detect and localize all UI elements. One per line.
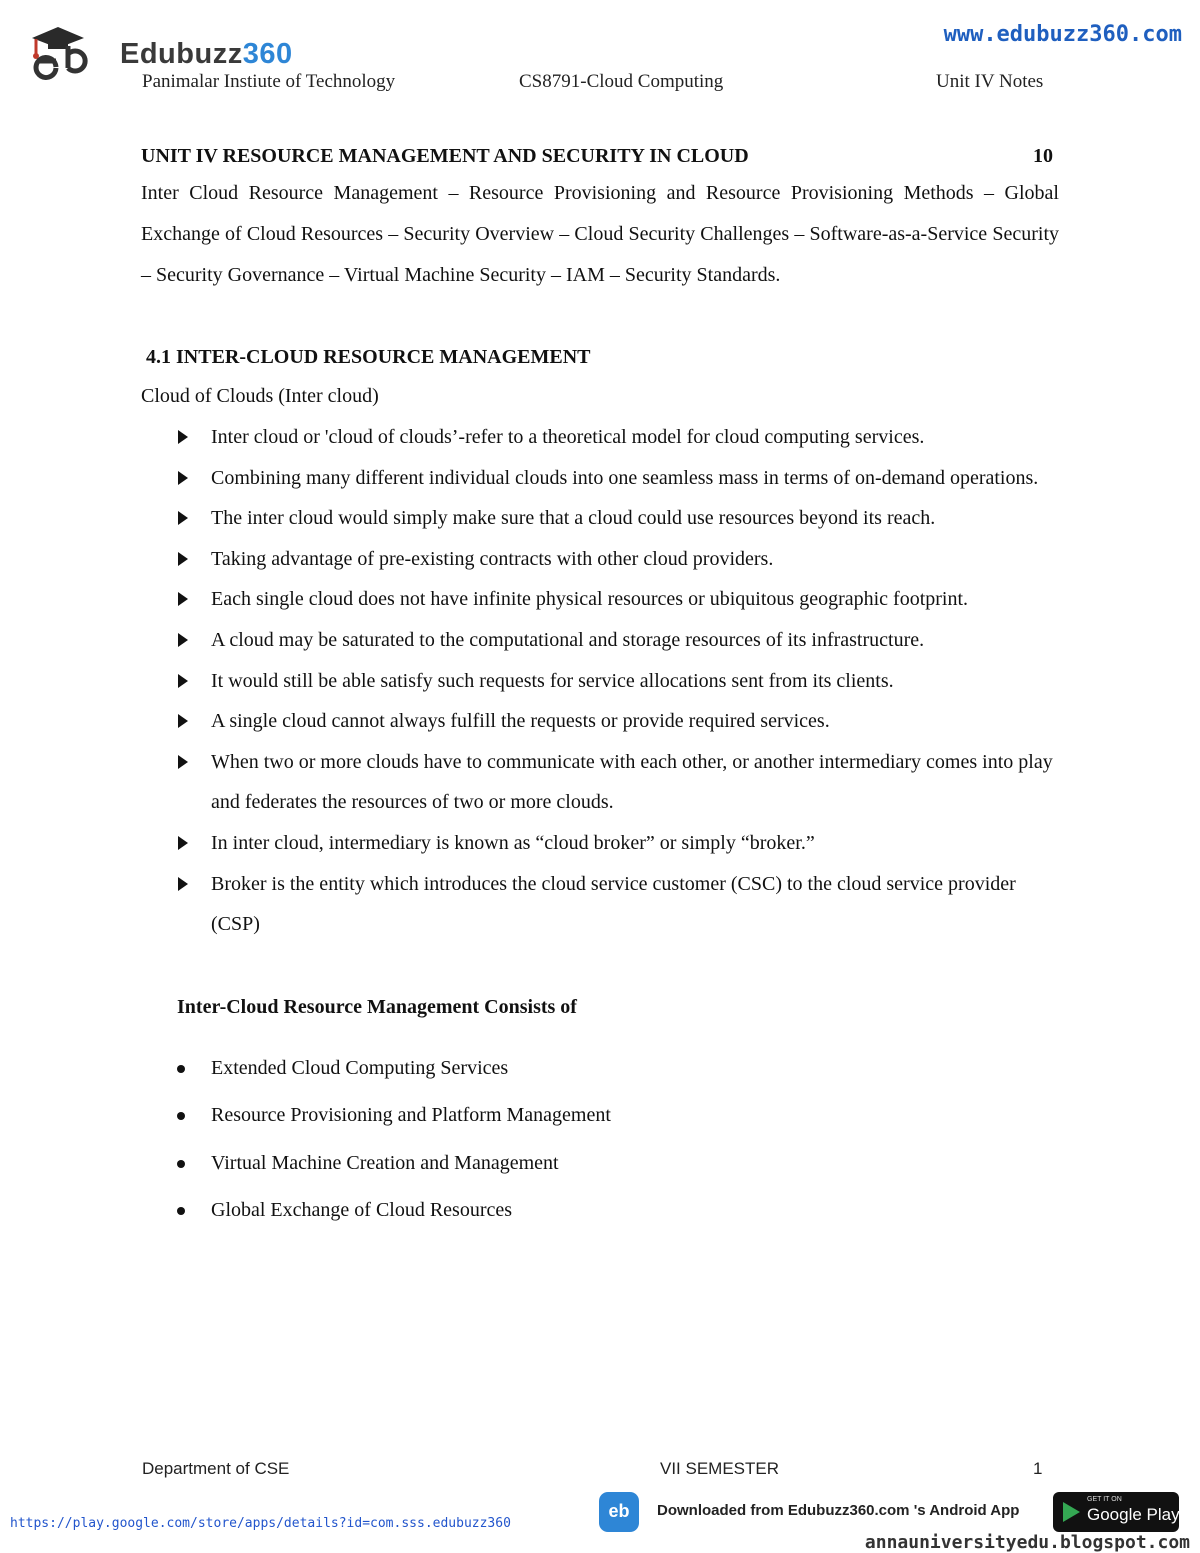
- logo-wordmark: Edubuzz360: [120, 38, 293, 70]
- consists-list: [141, 1045, 1059, 1235]
- list-item: In inter cloud, intermediary is known as “cloud broker” or simply “broker.”: [211, 823, 1059, 864]
- footer-department: Department of CSE: [142, 1459, 290, 1478]
- section-heading: 4.1 INTER-CLOUD RESOURCE MANAGEMENT: [146, 346, 591, 368]
- list-item: A cloud may be saturated to the computational and storage resources of its infrastructure.: [211, 620, 1059, 661]
- list-item: When two or more clouds have to communicate with each other, or another intermediary comes into play and federates the resources of two or more clouds.: [211, 742, 1059, 823]
- arrow-bullet-icon: [178, 471, 188, 485]
- footer-semester: VII SEMESTER: [660, 1459, 780, 1478]
- arrow-bullet-icon: [178, 633, 188, 647]
- list-item: Each single cloud does not have infinite physical resources or ubiquitous geographic footprint.: [211, 579, 1059, 620]
- unit-marks: 10: [1033, 145, 1053, 167]
- header-notes: Unit IV Notes: [936, 71, 1044, 92]
- arrow-bullet-icon: [178, 674, 188, 688]
- consists-heading: Inter-Cloud Resource Management Consists of: [177, 995, 577, 1018]
- edubuzz-app-icon[interactable]: eb: [599, 1492, 639, 1532]
- blog-url-link[interactable]: annauniversityedu.blogspot.com: [864, 1532, 1190, 1553]
- unit-title: [141, 140, 1059, 173]
- dot-bullet-icon: [177, 1207, 185, 1215]
- header-institute: Panimalar Instiute of Technology: [142, 71, 396, 92]
- arrow-bullet-icon: [178, 714, 188, 728]
- dot-bullet-icon: [177, 1065, 185, 1073]
- footer-page-number: 1: [1033, 1459, 1043, 1478]
- list-item: Resource Provisioning and Platform Management: [211, 1092, 1059, 1140]
- arrow-bullet-icon: [178, 430, 188, 444]
- list-item: Combining many different individual clouds into one seamless mass in terms of on-demand operations.: [211, 458, 1059, 499]
- list-item: Inter cloud or 'cloud of clouds’-refer to a theoretical model for cloud computing services.: [211, 417, 1059, 458]
- list-item: Virtual Machine Creation and Management: [211, 1140, 1059, 1188]
- site-url-link[interactable]: www.edubuzz360.com: [943, 22, 1182, 47]
- download-notice: Downloaded from Edubuzz360.com 's Android App: [657, 1502, 1020, 1519]
- dot-bullet-icon: [177, 1112, 185, 1120]
- document-body: [141, 140, 1059, 1235]
- arrow-bullet-icon: [178, 755, 188, 769]
- arrow-bullet-icon: [178, 592, 188, 606]
- unit-title-text: UNIT IV RESOURCE MANAGEMENT AND SECURITY IN CLOUD: [141, 145, 749, 167]
- list-item: It would still be able satisfy such requests for service allocations sent from its clients.: [211, 661, 1059, 702]
- arrow-bullet-icon: [178, 836, 188, 850]
- arrow-bullet-icon: [178, 552, 188, 566]
- section-subheading: Cloud of Clouds (Inter cloud): [141, 385, 379, 407]
- arrow-bullet-icon: [178, 877, 188, 891]
- graduation-cap-icon: [28, 24, 110, 80]
- header-course: CS8791-Cloud Computing: [519, 71, 724, 92]
- google-play-button[interactable]: GET IT ON Google Play: [1053, 1492, 1179, 1532]
- list-item: The inter cloud would simply make sure that a cloud could use resources beyond its reach.: [211, 498, 1059, 539]
- intercloud-bullet-list: [141, 417, 1059, 945]
- list-item: Broker is the entity which introduces the cloud service customer (CSC) to the cloud service provider (CSP): [211, 864, 1059, 945]
- list-item: A single cloud cannot always fulfill the requests or provide required services.: [211, 701, 1059, 742]
- arrow-bullet-icon: [178, 511, 188, 525]
- play-store-icon: [1063, 1502, 1080, 1522]
- list-item: Extended Cloud Computing Services: [211, 1045, 1059, 1093]
- play-store-link[interactable]: https://play.google.com/store/apps/details?id=com.sss.edubuzz360: [10, 1516, 511, 1531]
- unit-syllabus: Inter Cloud Resource Management – Resource Provisioning and Resource Provisioning Methods – Global Exchange of Cloud Resources – Security Overview – Cloud Security Challenges – Software-as-a-Service Security – Security Governance – Virtual Machine Security – IAM – Security Standards.: [141, 182, 1059, 286]
- dot-bullet-icon: [177, 1160, 185, 1168]
- list-item: Taking advantage of pre-existing contracts with other cloud providers.: [211, 539, 1059, 580]
- list-item: Global Exchange of Cloud Resources: [211, 1187, 1059, 1235]
